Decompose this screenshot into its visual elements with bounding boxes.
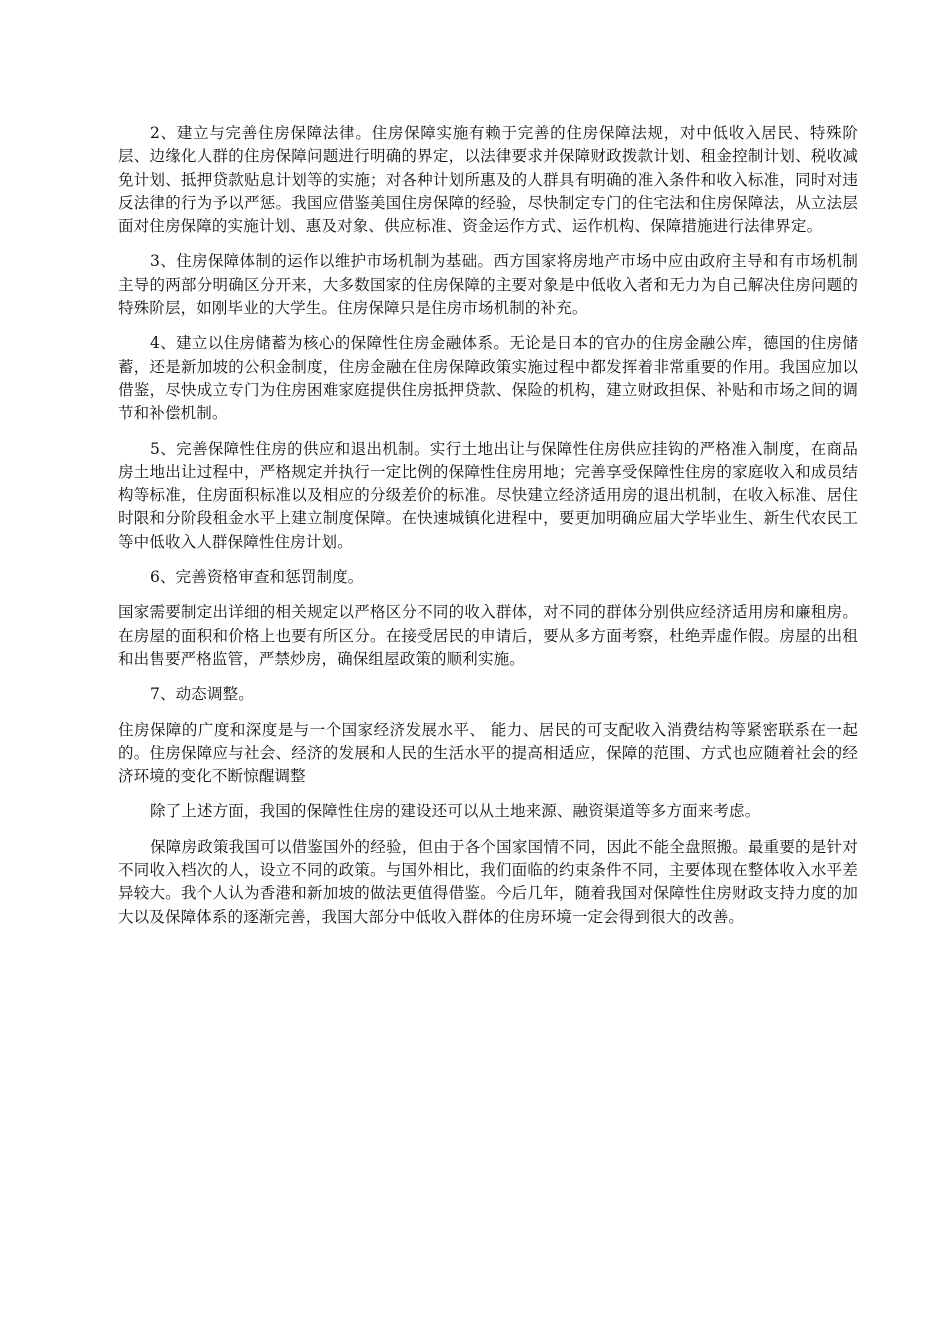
paragraph-dynamic-adjustment: 住房保障的广度和深度是与一个国家经济发展水平、 能力、居民的可支配收入消费结构等紧密联系在一起的。住房保障应与社会、经济的发展和人民的生活水平的提高相适应，保障的范围、方式也应随着社会的经济环境的变化不断惊醒调整 <box>118 720 858 786</box>
paragraph-legal-framework: 2、建立与完善住房保障法律。住房保障实施有赖于完善的住房保障法规，对中低收入居民、特殊阶层、边缘化人群的住房保障问题进行明确的界定，以法律要求并保障财政拨款计划、租金控制计划、税收减免计划、抵押贷款贴息计划等的实施；对各种计划所惠及的人群具有明确的准入条件和收入标准，同时对违反法律的行为予以严惩。我国应借鉴美国住房保障的经验，尽快制定专门的住宅法和住房保障法，从立法层面对住房保障的实施计划、惠及对象、供应标准、资金运作方式、运作机构、保障措施进行法律界定。 <box>118 124 858 236</box>
paragraph-housing-finance: 4、建立以住房储蓄为核心的保障性住房金融体系。无论是日本的官办的住房金融公库，德国的住房储蓄，还是新加坡的公积金制度，住房金融在住房保障政策实施过程中都发挥着非常重要的作用。我国应加以借鉴，尽快成立专门为住房困难家庭提供住房抵押贷款、保险的机构，建立财政担保、补贴和市场之间的调节和补偿机制。 <box>118 334 858 423</box>
heading-qualification-review: 6、完善资格审查和惩罚制度。 <box>150 568 364 587</box>
paragraph-supply-exit: 5、完善保障性住房的供应和退出机制。实行土地出让与保障性住房供应挂钩的严格准入制度，在商品房土地出让过程中，严格规定并执行一定比例的保障性住房用地；完善享受保障性住房的家庭收入和成员结构等标准，住房面积标准以及相应的分级差价的标准。尽快建立经济适用房的退出机制，在收入标准、居住时限和分阶段租金水平上建立制度保障。在快速城镇化进程中，要更加明确应届大学毕业生、新生代农民工等中低收入人群保障性住房计划。 <box>118 439 858 551</box>
document-page <box>118 122 858 941</box>
paragraph-market-mechanism: 3、住房保障体制的运作以维护市场机制为基础。西方国家将房地产市场中应由政府主导和有市场机制主导的两部分明确区分开来，大多数国家的住房保障的主要对象是中低收入者和无力为自己解决住房问题的特殊阶层，如刚毕业的大学生。住房保障只是住房市场机制的补充。 <box>118 252 858 318</box>
paragraph-qualification-review: 国家需要制定出详细的相关规定以严格区分不同的收入群体，对不同的群体分别供应经济适用房和廉租房。在房屋的面积和价格上也要有所区分。在接受居民的申请后，要从多方面考察，杜绝弄虚作假。房屋的出租和出售要严格监管，严禁炒房，确保组屋政策的顺利实施。 <box>118 603 858 668</box>
paragraph-other-aspects: 除了上述方面，我国的保障性住房的建设还可以从土地来源、融资渠道等多方面来考虑。 <box>150 802 761 821</box>
heading-dynamic-adjustment: 7、动态调整。 <box>150 685 254 704</box>
paragraph-conclusion: 保障房政策我国可以借鉴国外的经验，但由于各个国家国情不同，因此不能全盘照搬。最重要的是针对不同收入档次的人，设立不同的政策。与国外相比，我们面临的约束条件不同，主要体现在整体收入水平差异较大。我个人认为香港和新加坡的做法更值得借鉴。今后几年，随着我国对保障性住房财政支持力度的加大以及保障体系的逐渐完善，我国大部分中低收入群体的住房环境一定会得到很大的改善。 <box>118 837 858 926</box>
